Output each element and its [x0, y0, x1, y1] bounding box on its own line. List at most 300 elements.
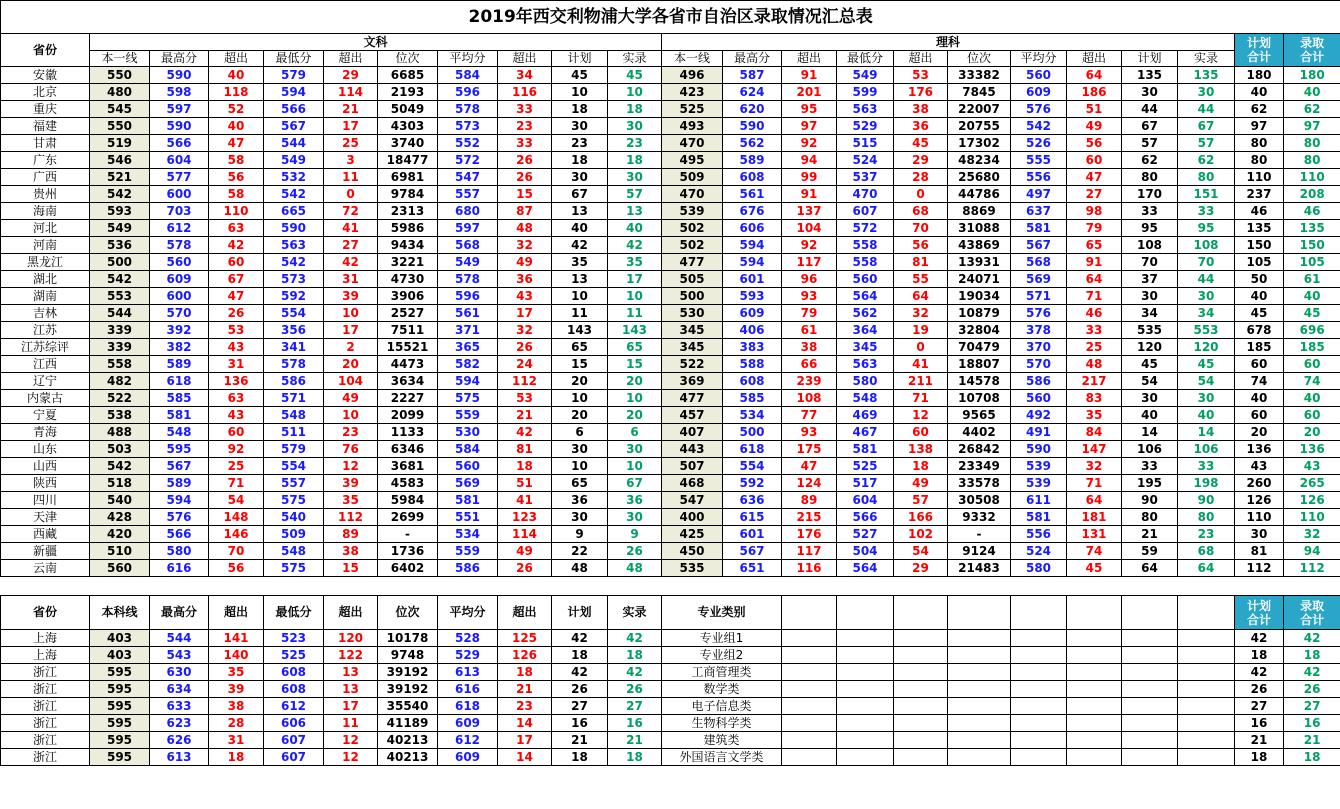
value-cell: 55: [894, 271, 948, 288]
value-cell: 4303: [378, 118, 438, 135]
enroll-total-cell: 208: [1284, 186, 1340, 203]
value-cell: 581: [438, 492, 498, 509]
value-cell: 45: [1122, 356, 1178, 373]
value-cell: 10: [324, 407, 378, 424]
value-cell: 215: [782, 509, 837, 526]
value-cell: 120: [1178, 339, 1235, 356]
value-cell: 505: [662, 271, 723, 288]
value-cell: 503: [90, 441, 150, 458]
value-cell: 530: [438, 424, 498, 441]
value-cell: 42: [552, 664, 608, 681]
province-cell: 广东: [1, 152, 90, 169]
value-cell: 556: [1011, 169, 1067, 186]
empty-cell: [782, 664, 837, 681]
value-cell: 339: [90, 322, 150, 339]
plan-total-cell: 105: [1235, 254, 1284, 271]
value-cell: 703: [150, 203, 209, 220]
value-cell: 106: [1178, 441, 1235, 458]
value-cell: 570: [1011, 356, 1067, 373]
table-row: [1, 492, 1340, 509]
value-cell: 623: [150, 715, 209, 732]
value-cell: 20: [324, 356, 378, 373]
value-cell: 13: [324, 664, 378, 681]
value-cell: 60: [209, 424, 264, 441]
value-cell: 525: [662, 101, 723, 118]
enroll-total-cell: 27: [1284, 698, 1340, 715]
value-cell: 595: [90, 715, 150, 732]
enroll-total-cell: 150: [1284, 237, 1340, 254]
table-row: [1, 135, 1340, 152]
empty-cell: [1178, 596, 1235, 630]
value-cell: 561: [438, 305, 498, 322]
plan-total-cell: 42: [1235, 630, 1284, 647]
value-cell: 25: [1067, 339, 1122, 356]
province-cell: 辽宁: [1, 373, 90, 390]
value-cell: 44: [1122, 101, 1178, 118]
value-cell: 600: [150, 186, 209, 203]
province-cell: 贵州: [1, 186, 90, 203]
value-cell: 571: [264, 390, 324, 407]
enroll-total-cell: 21: [1284, 732, 1340, 749]
value-cell: 578: [264, 356, 324, 373]
empty-cell: [1178, 664, 1235, 681]
value-cell: 10: [552, 390, 608, 407]
value-cell: 581: [1011, 509, 1067, 526]
value-cell: 15521: [378, 339, 438, 356]
value-cell: 573: [264, 271, 324, 288]
value-cell: 27: [1067, 186, 1122, 203]
value-cell: 544: [264, 135, 324, 152]
value-cell: 33: [1067, 322, 1122, 339]
plan-total-cell: 46: [1235, 203, 1284, 220]
enroll-total-cell: 26: [1284, 681, 1340, 698]
value-cell: 49: [324, 390, 378, 407]
value-cell: 83: [1067, 390, 1122, 407]
value-cell: 40: [1122, 407, 1178, 424]
value-cell: 64: [894, 288, 948, 305]
value-cell: 553: [1178, 322, 1235, 339]
value-cell: 568: [1011, 254, 1067, 271]
value-cell: 90: [1178, 492, 1235, 509]
table-row: [1, 373, 1340, 390]
value-cell: 468: [662, 475, 723, 492]
province-cell: 河南: [1, 237, 90, 254]
value-cell: 33: [498, 135, 552, 152]
table-row: [1, 67, 1340, 84]
value-cell: 39: [324, 288, 378, 305]
empty-cell: [837, 647, 894, 664]
value-cell: 549: [837, 67, 894, 84]
value-cell: 44786: [948, 186, 1011, 203]
value-cell: 104: [324, 373, 378, 390]
value-cell: 19: [894, 322, 948, 339]
major-category-cell: 生物科学类: [662, 715, 782, 732]
value-cell: 608: [264, 664, 324, 681]
value-cell: 25: [209, 458, 264, 475]
province-cell: 湖北: [1, 271, 90, 288]
value-cell: 66: [782, 356, 837, 373]
value-cell: 542: [264, 186, 324, 203]
value-cell: 599: [837, 84, 894, 101]
value-cell: 120: [1122, 339, 1178, 356]
value-cell: 509: [662, 169, 723, 186]
value-cell: 7511: [378, 322, 438, 339]
value-cell: 620: [723, 101, 782, 118]
value-cell: 371: [438, 322, 498, 339]
value-cell: 53: [894, 67, 948, 84]
value-cell: 2227: [378, 390, 438, 407]
value-cell: 616: [150, 560, 209, 577]
plan-total-header-2: [1235, 596, 1284, 630]
table-row: [1, 356, 1340, 373]
enroll-total-header: [1284, 34, 1340, 67]
value-cell: 135: [1122, 67, 1178, 84]
value-cell: 81: [498, 441, 552, 458]
value-cell: 52: [209, 101, 264, 118]
value-cell: 589: [723, 152, 782, 169]
value-cell: 538: [90, 407, 150, 424]
value-cell: 406: [723, 322, 782, 339]
value-cell: 30: [552, 509, 608, 526]
value-cell: 423: [662, 84, 723, 101]
value-cell: 94: [782, 152, 837, 169]
plan-total-cell: 112: [1235, 560, 1284, 577]
value-cell: 44: [1178, 101, 1235, 118]
value-cell: 2193: [378, 84, 438, 101]
value-cell: 428: [90, 509, 150, 526]
enroll-total-cell: 42: [1284, 630, 1340, 647]
value-cell: 23: [1178, 526, 1235, 543]
value-cell: 590: [150, 118, 209, 135]
value-cell: 48: [552, 560, 608, 577]
empty-cell: [1122, 647, 1178, 664]
value-cell: 547: [438, 169, 498, 186]
province-header-2: 省份: [1, 596, 90, 630]
value-cell: 29: [894, 152, 948, 169]
enroll-total-cell: 135: [1284, 220, 1340, 237]
value-cell: 18: [552, 152, 608, 169]
value-cell: 47: [782, 458, 837, 475]
empty-cell: [894, 749, 948, 766]
value-cell: 526: [1011, 135, 1067, 152]
value-cell: 579: [264, 441, 324, 458]
value-cell: 91: [782, 67, 837, 84]
value-cell: 10: [552, 458, 608, 475]
value-cell: 517: [837, 475, 894, 492]
plan-total-cell: 110: [1235, 169, 1284, 186]
value-cell: 40213: [378, 732, 438, 749]
value-cell: 470: [837, 186, 894, 203]
value-cell: 37: [1122, 271, 1178, 288]
value-cell: 39: [324, 475, 378, 492]
empty-cell: [948, 698, 1011, 715]
value-cell: 609: [1011, 84, 1067, 101]
table-row: [1, 101, 1340, 118]
table-row: [1, 647, 1340, 664]
value-cell: 522: [662, 356, 723, 373]
enroll-total-header-2: [1284, 596, 1340, 630]
value-cell: 556: [1011, 526, 1067, 543]
table-row: [1, 749, 1340, 766]
value-cell: 14: [498, 715, 552, 732]
value-cell: 10: [608, 390, 662, 407]
value-cell: 41189: [378, 715, 438, 732]
value-cell: 51: [1067, 101, 1122, 118]
value-cell: 84: [1067, 424, 1122, 441]
enroll-total-cell: 74: [1284, 373, 1340, 390]
subheader-cell: 平均分: [438, 596, 498, 630]
value-cell: 67: [209, 271, 264, 288]
value-cell: 590: [1011, 441, 1067, 458]
value-cell: 537: [837, 169, 894, 186]
value-cell: 560: [837, 271, 894, 288]
value-cell: 34: [1122, 305, 1178, 322]
value-cell: 616: [438, 681, 498, 698]
value-cell: 560: [90, 560, 150, 577]
value-cell: 18: [498, 664, 552, 681]
enroll-total-cell: 42: [1284, 664, 1340, 681]
value-cell: 98: [1067, 203, 1122, 220]
table-row: [1, 664, 1340, 681]
value-cell: 9565: [948, 407, 1011, 424]
value-cell: 554: [723, 458, 782, 475]
value-cell: 13: [552, 203, 608, 220]
plan-total-cell: 97: [1235, 118, 1284, 135]
value-cell: 609: [438, 749, 498, 766]
enroll-total-cell: 60: [1284, 356, 1340, 373]
value-cell: 369: [662, 373, 723, 390]
value-cell: 578: [438, 101, 498, 118]
value-cell: 560: [150, 254, 209, 271]
value-cell: 62: [1178, 152, 1235, 169]
value-cell: 560: [1011, 390, 1067, 407]
value-cell: 77: [782, 407, 837, 424]
value-cell: 33: [1122, 458, 1178, 475]
value-cell: 586: [438, 560, 498, 577]
plan-total-cell: 50: [1235, 271, 1284, 288]
value-cell: 581: [150, 407, 209, 424]
value-cell: 181: [1067, 509, 1122, 526]
value-cell: 590: [264, 220, 324, 237]
value-cell: 495: [662, 152, 723, 169]
subheader-cell: 超出: [894, 51, 948, 67]
value-cell: 558: [837, 254, 894, 271]
value-cell: 64: [1178, 560, 1235, 577]
value-cell: 543: [150, 647, 209, 664]
value-cell: 29: [324, 67, 378, 84]
enroll-total-cell: 40: [1284, 390, 1340, 407]
value-cell: 42: [498, 424, 552, 441]
empty-cell: [894, 681, 948, 698]
value-cell: 176: [894, 84, 948, 101]
plan-total-cell: 150: [1235, 237, 1284, 254]
value-cell: 523: [264, 630, 324, 647]
table-row: [1, 407, 1340, 424]
value-cell: 496: [662, 67, 723, 84]
value-cell: 576: [1011, 305, 1067, 322]
value-cell: 12: [324, 749, 378, 766]
value-cell: 102: [894, 526, 948, 543]
value-cell: 21: [324, 101, 378, 118]
value-cell: 92: [209, 441, 264, 458]
value-cell: 511: [264, 424, 324, 441]
value-cell: 378: [1011, 322, 1067, 339]
empty-cell: [1122, 732, 1178, 749]
value-cell: 575: [264, 560, 324, 577]
value-cell: 48234: [948, 152, 1011, 169]
value-cell: 6: [552, 424, 608, 441]
value-cell: 43: [498, 288, 552, 305]
value-cell: 106: [1122, 441, 1178, 458]
plan-total-cell: 26: [1235, 681, 1284, 698]
subheader-row: [1, 51, 1340, 67]
value-cell: 60: [894, 424, 948, 441]
province-cell: 浙江: [1, 664, 90, 681]
value-cell: 581: [1011, 220, 1067, 237]
value-cell: 56: [894, 237, 948, 254]
province-cell: 江苏: [1, 322, 90, 339]
value-cell: 562: [837, 305, 894, 322]
value-cell: 584: [438, 67, 498, 84]
value-cell: 60: [1067, 152, 1122, 169]
empty-cell: [837, 749, 894, 766]
province-cell: 浙江: [1, 681, 90, 698]
province-header: 省份: [1, 34, 90, 67]
value-cell: 2527: [378, 305, 438, 322]
plan-total-cell: 81: [1235, 543, 1284, 560]
empty-cell: [1067, 732, 1122, 749]
table-row: [1, 732, 1340, 749]
value-cell: 1736: [378, 543, 438, 560]
value-cell: 522: [90, 390, 150, 407]
value-cell: 534: [723, 407, 782, 424]
value-cell: 16: [608, 715, 662, 732]
value-cell: 630: [150, 664, 209, 681]
empty-cell: [1067, 715, 1122, 732]
plan-total-cell: 40: [1235, 390, 1284, 407]
wenke-header: 文科: [90, 34, 662, 51]
subheader-cell: 超出: [324, 51, 378, 67]
value-cell: 30: [1178, 84, 1235, 101]
value-cell: 31: [209, 356, 264, 373]
value-cell: 42: [552, 630, 608, 647]
value-cell: 42: [608, 630, 662, 647]
value-cell: 615: [723, 509, 782, 526]
value-cell: 521: [90, 169, 150, 186]
value-cell: 54: [209, 492, 264, 509]
table-row: [1, 305, 1340, 322]
value-cell: 45: [608, 67, 662, 84]
value-cell: 609: [723, 305, 782, 322]
value-cell: 555: [1011, 152, 1067, 169]
province-cell: 甘肃: [1, 135, 90, 152]
value-cell: 137: [782, 203, 837, 220]
value-cell: 21483: [948, 560, 1011, 577]
value-cell: 578: [150, 237, 209, 254]
value-cell: 634: [150, 681, 209, 698]
value-cell: 10: [552, 288, 608, 305]
value-cell: 601: [723, 526, 782, 543]
province-cell: 广西: [1, 169, 90, 186]
plan-total-line1: 计划: [1246, 36, 1271, 50]
plan-total-cell: 60: [1235, 356, 1284, 373]
value-cell: 34: [498, 67, 552, 84]
value-cell: 64: [1067, 67, 1122, 84]
value-cell: 146: [209, 526, 264, 543]
value-cell: 39: [209, 681, 264, 698]
value-cell: 633: [150, 698, 209, 715]
table-row: [1, 630, 1340, 647]
value-cell: 15: [608, 356, 662, 373]
value-cell: 67: [1178, 118, 1235, 135]
value-cell: 6981: [378, 169, 438, 186]
value-cell: 584: [438, 441, 498, 458]
value-cell: 25: [324, 135, 378, 152]
value-cell: 502: [662, 237, 723, 254]
empty-cell: [837, 698, 894, 715]
value-cell: 33: [1178, 458, 1235, 475]
value-cell: 138: [894, 441, 948, 458]
enroll-total-cell: 18: [1284, 749, 1340, 766]
value-cell: 345: [662, 322, 723, 339]
subheader-cell: 计划: [1122, 51, 1178, 67]
empty-cell: [1067, 698, 1122, 715]
value-cell: 544: [90, 305, 150, 322]
value-cell: 80: [1178, 509, 1235, 526]
table-row: [1, 441, 1340, 458]
value-cell: 609: [438, 715, 498, 732]
empty-cell: [948, 647, 1011, 664]
value-cell: 18807: [948, 356, 1011, 373]
major-category-header: 专业类别: [662, 596, 782, 630]
value-cell: 568: [438, 237, 498, 254]
value-cell: 80: [1122, 509, 1178, 526]
value-cell: 43: [209, 407, 264, 424]
value-cell: 6402: [378, 560, 438, 577]
value-cell: 64: [1122, 560, 1178, 577]
value-cell: 53: [498, 390, 552, 407]
value-cell: 596: [438, 84, 498, 101]
value-cell: 45: [1067, 560, 1122, 577]
value-cell: 572: [837, 220, 894, 237]
value-cell: 651: [723, 560, 782, 577]
subheader-cell: 超出: [209, 596, 264, 630]
empty-cell: [1178, 630, 1235, 647]
value-cell: 680: [438, 203, 498, 220]
value-cell: 595: [150, 441, 209, 458]
province-cell: 浙江: [1, 715, 90, 732]
table-row: [1, 288, 1340, 305]
plan-total-cell: 60: [1235, 407, 1284, 424]
value-cell: 594: [264, 84, 324, 101]
empty-cell: [1178, 732, 1235, 749]
value-cell: 26842: [948, 441, 1011, 458]
value-cell: 488: [90, 424, 150, 441]
value-cell: 550: [90, 67, 150, 84]
value-cell: 3681: [378, 458, 438, 475]
value-cell: 42: [324, 254, 378, 271]
value-cell: 15: [498, 186, 552, 203]
enroll-total-cell: 16: [1284, 715, 1340, 732]
value-cell: 89: [782, 492, 837, 509]
value-cell: 575: [264, 492, 324, 509]
value-cell: 519: [90, 135, 150, 152]
value-cell: 92: [782, 237, 837, 254]
province-cell: 浙江: [1, 749, 90, 766]
value-cell: 118: [209, 84, 264, 101]
value-cell: 30: [1122, 390, 1178, 407]
value-cell: 598: [150, 84, 209, 101]
